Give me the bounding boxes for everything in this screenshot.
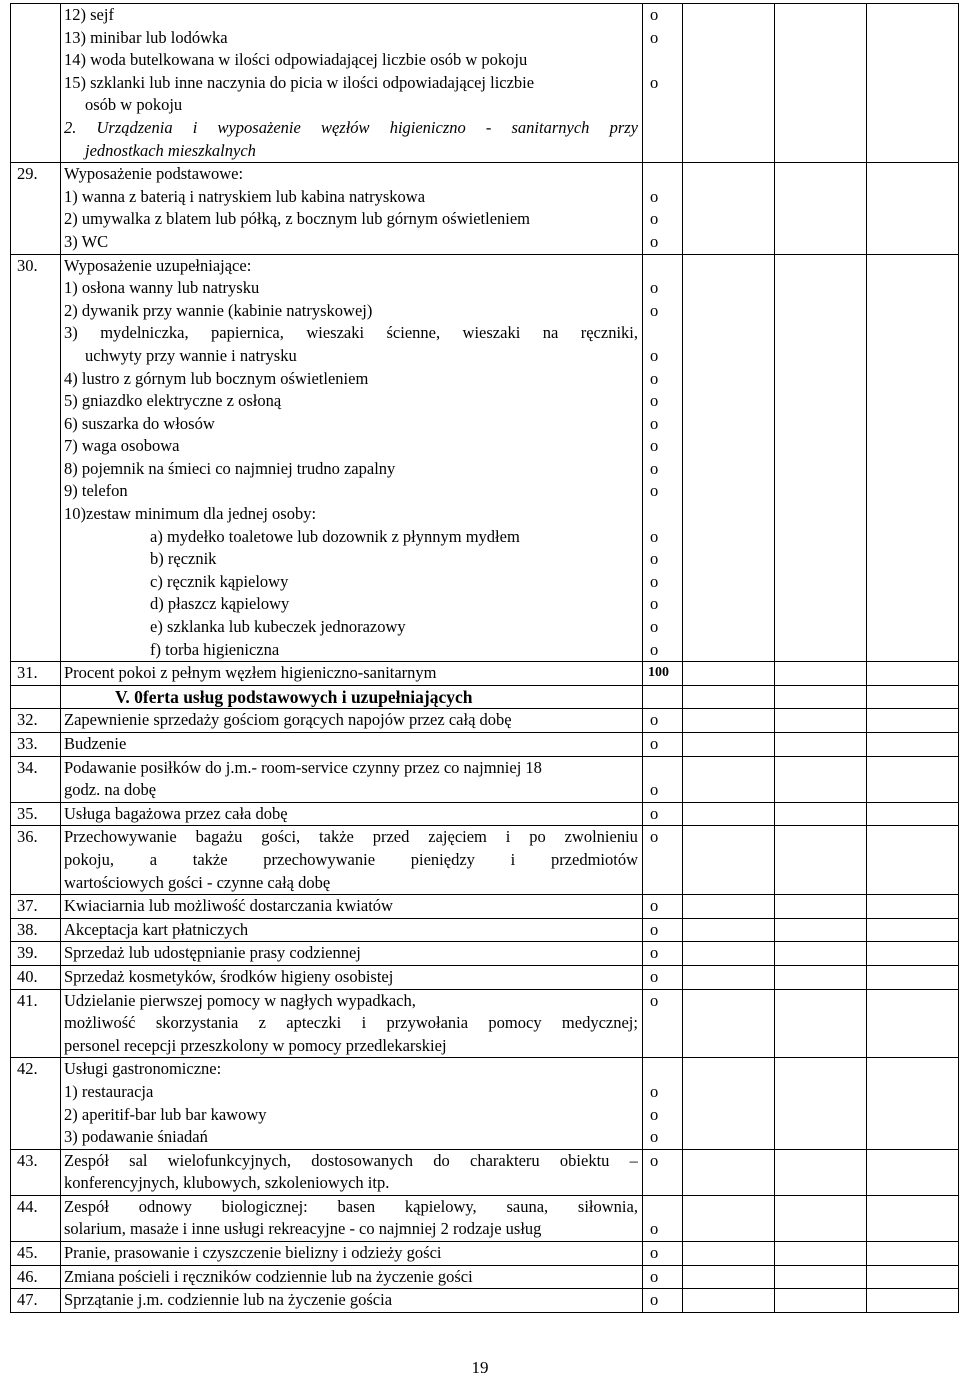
row-requirement [643, 662, 683, 686]
description-line: Zespół sal wielofunkcyjnych, dostosowanych do charakteru obiektu – [64, 1150, 638, 1170]
requirement-mark: o [650, 966, 659, 986]
table-row [11, 733, 959, 757]
description-line: Zapewnienie sprzedaży gościom gorących napojów przez całą dobę [64, 710, 512, 730]
row-requirement [643, 989, 683, 1058]
row-description [61, 1058, 643, 1149]
requirement-mark [650, 140, 682, 163]
description-line: Przechowywanie bagażu gości, także przed zajęciem i po zwolnieniu [64, 827, 638, 847]
empty-cell-2 [775, 826, 867, 895]
table-row [11, 4, 959, 163]
empty-cell-1 [683, 1289, 775, 1313]
requirement-mark: o [650, 278, 659, 298]
empty-cell-1 [683, 163, 775, 254]
requirement-mark [650, 1035, 682, 1058]
table-row [11, 1265, 959, 1289]
row-description [61, 826, 643, 895]
row-requirement [643, 895, 683, 919]
description-line: f) torba higieniczna [150, 639, 280, 659]
description-line: 12) sejf [64, 5, 114, 24]
empty-cell-2 [775, 942, 867, 966]
requirement-mark: o [650, 209, 659, 229]
row-description [61, 1265, 643, 1289]
description-line: Sprzątanie j.m. codziennie lub na życzenie gościa [64, 1290, 393, 1310]
empty-cell-3 [867, 942, 959, 966]
requirement-mark: o [650, 300, 659, 320]
empty-cell-3 [867, 1289, 959, 1313]
row-number: 45. [11, 1242, 61, 1266]
row-requirement [643, 709, 683, 733]
empty-cell-1 [683, 1195, 775, 1241]
row-requirement [643, 685, 683, 709]
row-number: 43. [11, 1149, 61, 1195]
description-line: Usługi gastronomiczne: [64, 1059, 222, 1079]
row-number: 34. [11, 756, 61, 802]
empty-cell-3 [867, 1149, 959, 1195]
requirement-mark: o [650, 803, 659, 823]
row-requirement [643, 1242, 683, 1266]
row-requirement [643, 733, 683, 757]
empty-cell-2 [775, 1058, 867, 1149]
description-line: b) ręcznik [150, 549, 217, 569]
row-number: 31. [11, 662, 61, 686]
description-line: uchwyty przy wannie i natrysku [85, 345, 297, 365]
description-line: 15) szklanki lub inne naczynia do picia w ilości odpowiadającej liczbie [64, 72, 535, 92]
empty-cell-1 [683, 662, 775, 686]
empty-cell-1 [683, 685, 775, 709]
description-line: godz. na dobę [64, 780, 157, 800]
row-number: 46. [11, 1265, 61, 1289]
requirement-mark: o [650, 458, 659, 478]
row-number: 32. [11, 709, 61, 733]
table-row [11, 1058, 959, 1149]
requirement-mark: o [650, 436, 659, 456]
empty-cell-2 [775, 965, 867, 989]
row-number: 37. [11, 895, 61, 919]
requirement-mark: o [650, 72, 659, 92]
row-description [61, 1289, 643, 1313]
empty-cell-2 [775, 1242, 867, 1266]
table-row [11, 1289, 959, 1313]
table-row [11, 709, 959, 733]
empty-cell-2 [775, 733, 867, 757]
empty-cell-3 [867, 756, 959, 802]
table-row [11, 1149, 959, 1195]
requirement-mark [650, 1196, 682, 1219]
empty-cell-1 [683, 4, 775, 163]
empty-cell-1 [683, 756, 775, 802]
requirement-mark: o [650, 1081, 659, 1101]
requirement-mark: o [650, 481, 659, 501]
row-number: 47. [11, 1289, 61, 1313]
empty-cell-2 [775, 895, 867, 919]
row-number [11, 4, 61, 163]
empty-cell-2 [775, 989, 867, 1058]
empty-cell-1 [683, 965, 775, 989]
empty-cell-3 [867, 802, 959, 826]
row-requirement [643, 1149, 683, 1195]
row-requirement [643, 918, 683, 942]
row-requirement [643, 965, 683, 989]
table-row [11, 1242, 959, 1266]
table-row [11, 918, 959, 942]
requirement-mark: o [650, 943, 659, 963]
description-line: 6) suszarka do włosów [64, 413, 215, 433]
description-line: Budzenie [64, 734, 127, 753]
empty-cell-2 [775, 1195, 867, 1241]
table-row [11, 756, 959, 802]
row-description [61, 4, 643, 163]
requirement-mark: o [650, 368, 659, 388]
empty-cell-3 [867, 918, 959, 942]
requirement-mark: o [650, 919, 659, 939]
empty-cell-2 [775, 4, 867, 163]
description-line: 3) WC [64, 231, 109, 251]
row-requirement [643, 163, 683, 254]
empty-cell-2 [775, 685, 867, 709]
description-line: d) płaszcz kąpielowy [150, 594, 290, 614]
table-row [11, 826, 959, 895]
requirements-table [10, 3, 959, 1313]
description-line: 1) restauracja [64, 1081, 154, 1101]
row-description [61, 802, 643, 826]
table-row [11, 1195, 959, 1241]
empty-cell-1 [683, 709, 775, 733]
row-description [61, 1149, 643, 1195]
description-line: Procent pokoi z pełnym węzłem higieniczno-sanitarnym [64, 663, 437, 683]
row-requirement [643, 802, 683, 826]
requirement-mark [650, 94, 682, 117]
description-line: e) szklanka lub kubeczek jednorazowy [150, 617, 406, 637]
row-description [61, 942, 643, 966]
description-line: 2) umywalka z blatem lub półką, z bocznym lub górnym oświetleniem [64, 209, 531, 229]
empty-cell-3 [867, 1058, 959, 1149]
requirement-mark: o [650, 5, 659, 24]
description-line: Podawanie posiłków do j.m.- room-service czynny przez co najmniej 18 [64, 757, 542, 777]
row-number: 42. [11, 1058, 61, 1149]
row-number: 35. [11, 802, 61, 826]
row-requirement [643, 1058, 683, 1149]
description-line: wartościowych gości - czynne całą dobę [64, 872, 331, 892]
row-number: 39. [11, 942, 61, 966]
description-line: 7) waga osobowa [64, 436, 180, 456]
empty-cell-1 [683, 989, 775, 1058]
description-line: 2) aperitif-bar lub bar kawowy [64, 1104, 267, 1124]
empty-cell-1 [683, 733, 775, 757]
requirement-mark: o [650, 617, 659, 637]
requirement-mark [650, 503, 682, 526]
requirement-mark: o [650, 345, 659, 365]
requirement-mark: o [650, 231, 659, 251]
description-line: Wyposażenie uzupełniające: [64, 255, 252, 275]
empty-cell-3 [867, 163, 959, 254]
row-number: 29. [11, 163, 61, 254]
description-line: Wyposażenie podstawowe: [64, 164, 244, 184]
empty-cell-1 [683, 1058, 775, 1149]
row-requirement [643, 254, 683, 662]
row-number: 33. [11, 733, 61, 757]
requirement-mark [650, 1058, 682, 1081]
requirement-mark [650, 872, 682, 895]
description-line: Zmiana pościeli i ręczników codziennie lub na życzenie gości [64, 1266, 473, 1286]
empty-cell-2 [775, 163, 867, 254]
requirement-mark: o [650, 594, 659, 614]
description-line: Sprzedaż lub udostępnianie prasy codziennej [64, 943, 361, 963]
description-line: 14) woda butelkowana w ilości odpowiadającej liczbie osób w pokoju [64, 50, 528, 70]
requirement-mark: o [650, 1150, 659, 1170]
description-line: 3) mydelniczka, papiernica, wieszaki ścienne, wieszaki na ręczniki, [64, 323, 638, 343]
table-row [11, 685, 959, 709]
table-body [11, 4, 959, 1313]
description-line: 9) telefon [64, 481, 128, 501]
empty-cell-1 [683, 1149, 775, 1195]
table-row [11, 895, 959, 919]
requirement-mark [650, 849, 682, 872]
requirement-mark: o [650, 1243, 659, 1263]
description-line: Pranie, prasowanie i czyszczenie bielizny i odzieży gości [64, 1243, 442, 1263]
table-row [11, 163, 959, 254]
row-requirement [643, 1289, 683, 1313]
row-description [61, 1195, 643, 1241]
empty-cell-3 [867, 989, 959, 1058]
row-number: 38. [11, 918, 61, 942]
requirement-mark: o [650, 549, 659, 569]
description-line: 8) pojemnik na śmieci co najmniej trudno zapalny [64, 458, 396, 478]
section-heading [61, 685, 643, 709]
table-row [11, 942, 959, 966]
empty-cell-1 [683, 1265, 775, 1289]
row-description [61, 965, 643, 989]
description-line: V. 0ferta usług podstawowych i uzupełniających [115, 686, 473, 707]
requirement-mark: o [650, 734, 659, 753]
row-description [61, 163, 643, 254]
empty-cell-3 [867, 1265, 959, 1289]
row-description [61, 756, 643, 802]
requirement-mark: o [650, 1104, 659, 1124]
empty-cell-2 [775, 802, 867, 826]
row-number: 44. [11, 1195, 61, 1241]
table-row [11, 989, 959, 1058]
empty-cell-3 [867, 1195, 959, 1241]
description-line: osób w pokoju [85, 95, 183, 115]
row-description [61, 895, 643, 919]
empty-cell-1 [683, 1242, 775, 1266]
empty-cell-3 [867, 685, 959, 709]
empty-cell-2 [775, 662, 867, 686]
description-line: personel recepcji przeszkolony w pomocy przedlekarskiej [64, 1035, 447, 1055]
description-line: solarium, masaże i inne usługi rekreacyjne - co najmniej 2 rodzaje usług [64, 1219, 542, 1239]
empty-cell-3 [867, 709, 959, 733]
row-requirement [643, 1195, 683, 1241]
description-line: c) ręcznik kąpielowy [150, 571, 289, 591]
row-number: 36. [11, 826, 61, 895]
empty-cell-3 [867, 662, 959, 686]
page-number: 19 [471, 1358, 489, 1377]
row-number: 41. [11, 989, 61, 1058]
empty-cell-1 [683, 918, 775, 942]
description-line: 1) wanna z baterią i natryskiem lub kabina natryskowa [64, 186, 426, 206]
requirement-mark: o [650, 990, 659, 1010]
requirement-mark: o [650, 710, 659, 730]
requirement-mark [650, 1012, 682, 1035]
empty-cell-1 [683, 942, 775, 966]
requirement-mark: o [650, 1290, 659, 1310]
description-line: 5) gniazdko elektryczne z osłoną [64, 391, 282, 411]
description-line: 4) lustro z górnym lub bocznym oświetleniem [64, 368, 369, 388]
requirement-mark [650, 49, 682, 72]
requirement-mark: o [650, 780, 659, 800]
requirement-mark [650, 1172, 682, 1195]
empty-cell-2 [775, 709, 867, 733]
empty-cell-1 [683, 802, 775, 826]
description-line: jednostkach mieszkalnych [85, 140, 256, 160]
requirement-mark [650, 117, 682, 140]
empty-cell-3 [867, 1242, 959, 1266]
requirement-mark: o [650, 27, 659, 47]
requirement-mark [650, 757, 682, 780]
empty-cell-2 [775, 1289, 867, 1313]
table-row [11, 965, 959, 989]
description-line: 1) osłona wanny lub natrysku [64, 278, 260, 298]
requirement-mark: o [650, 1266, 659, 1286]
row-requirement [643, 4, 683, 163]
empty-cell-1 [683, 826, 775, 895]
requirement-mark: o [650, 571, 659, 591]
requirement-mark [650, 255, 682, 278]
description-line: 2. Urządzenia i wyposażenie węzłów higieniczno - sanitarnych przy [64, 117, 638, 137]
row-number: 40. [11, 965, 61, 989]
description-line: możliwość skorzystania z apteczki i przywołania pomocy medycznej; [64, 1013, 638, 1033]
empty-cell-2 [775, 254, 867, 662]
description-line: a) mydełko toaletowe lub dozownik z płynnym mydłem [150, 526, 520, 546]
requirement-mark [650, 163, 682, 186]
description-line: 3) podawanie śniadań [64, 1127, 208, 1147]
description-line: Udzielanie pierwszej pomocy w nagłych wypadkach, [64, 990, 416, 1010]
row-requirement [643, 826, 683, 895]
empty-cell-1 [683, 895, 775, 919]
row-number [11, 685, 61, 709]
empty-cell-3 [867, 254, 959, 662]
row-requirement [643, 942, 683, 966]
requirement-mark: o [650, 186, 659, 206]
requirement-mark: o [650, 526, 659, 546]
empty-cell-3 [867, 895, 959, 919]
row-description [61, 1242, 643, 1266]
empty-cell-3 [867, 733, 959, 757]
empty-cell-1 [683, 254, 775, 662]
empty-cell-2 [775, 1149, 867, 1195]
table-row [11, 662, 959, 686]
description-line: 10)zestaw minimum dla jednej osoby: [64, 504, 317, 524]
requirement-mark: 100 [648, 665, 669, 681]
requirement-mark [650, 686, 682, 709]
requirement-mark: o [650, 827, 659, 847]
requirement-mark: o [650, 391, 659, 411]
requirement-mark: o [650, 639, 659, 659]
row-number: 30. [11, 254, 61, 662]
table-row [11, 802, 959, 826]
row-requirement [643, 1265, 683, 1289]
description-line: 13) minibar lub lodówka [64, 27, 228, 47]
empty-cell-2 [775, 918, 867, 942]
empty-cell-3 [867, 4, 959, 163]
empty-cell-2 [775, 756, 867, 802]
row-description [61, 918, 643, 942]
description-line: Akceptacja kart płatniczych [64, 919, 249, 939]
empty-cell-3 [867, 965, 959, 989]
requirement-mark: o [650, 896, 659, 916]
description-line: Kwiaciarnia lub możliwość dostarczania kwiatów [64, 896, 393, 916]
requirement-mark: o [650, 1219, 659, 1239]
row-description [61, 709, 643, 733]
description-line: Usługa bagażowa przez cała dobę [64, 803, 288, 823]
row-description [61, 662, 643, 686]
empty-cell-3 [867, 826, 959, 895]
requirement-mark: o [650, 413, 659, 433]
description-line: Zespół odnowy biologicznej: basen kąpielowy, sauna, siłownia, [64, 1196, 638, 1216]
row-description [61, 733, 643, 757]
table-row [11, 254, 959, 662]
row-requirement [643, 756, 683, 802]
description-line: konferencyjnych, klubowych, szkoleniowych itp. [64, 1173, 390, 1193]
empty-cell-2 [775, 1265, 867, 1289]
requirement-mark [650, 322, 682, 345]
row-description [61, 254, 643, 662]
description-line: pokoju, a także przechowywanie pieniędzy i przedmiotów [64, 849, 638, 869]
requirement-mark: o [650, 1127, 659, 1147]
description-line: Sprzedaż kosmetyków, środków higieny osobistej [64, 966, 394, 986]
description-line: 2) dywanik przy wannie (kabinie natryskowej) [64, 300, 373, 320]
row-description [61, 989, 643, 1058]
